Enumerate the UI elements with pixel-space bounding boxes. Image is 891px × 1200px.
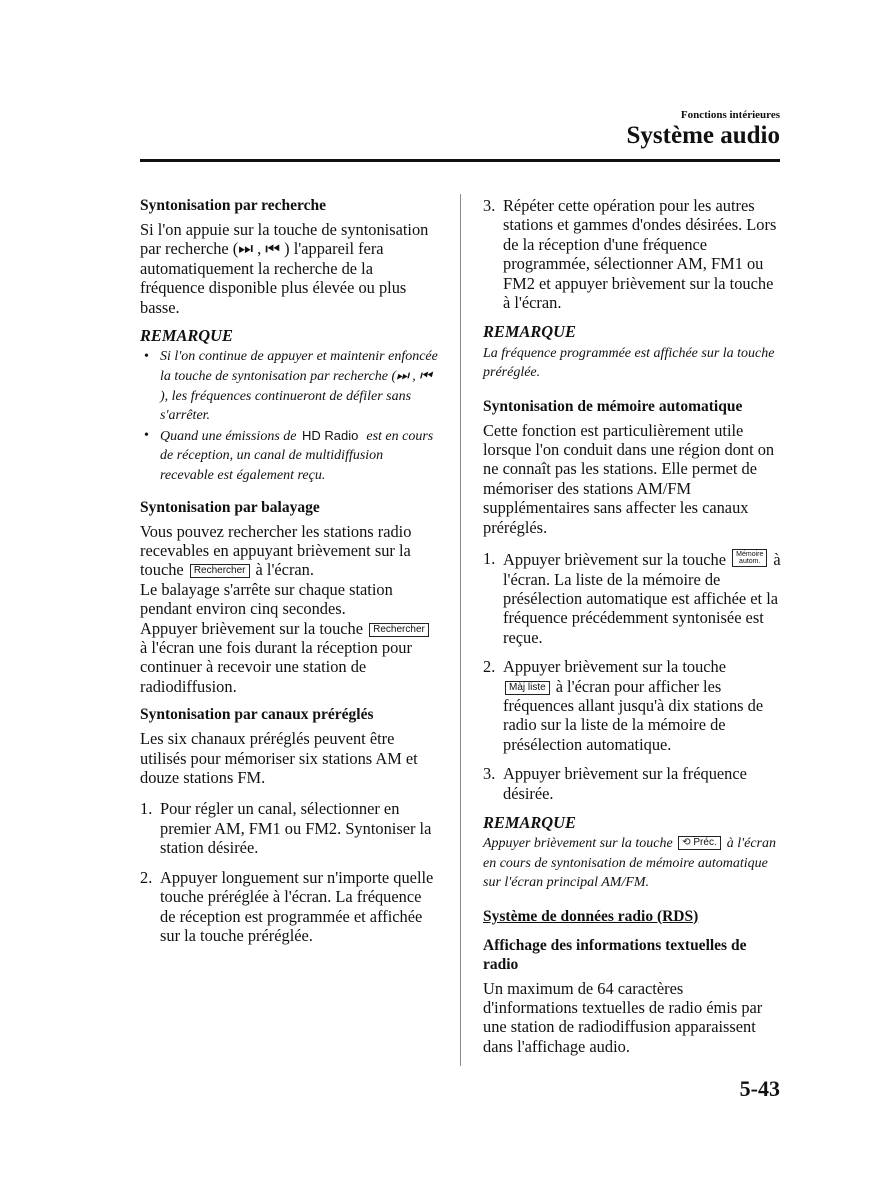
note-text: à l'écran en cours de syntonisation de mémoire automatique sur l'écran principal AM/FM. (483, 836, 776, 891)
auto-memory-button (732, 549, 767, 567)
bullet-text: Quand une émissions de (160, 428, 297, 444)
text-part: Vous pouvez rechercher les stations radio recevables en appuyant brièvement sur la touche (140, 521, 412, 580)
button-line: Mémoire (736, 551, 764, 559)
step-item (140, 868, 440, 946)
seek-tuning-heading: Syntonisation par recherche (140, 197, 327, 214)
remark-bullet (140, 426, 440, 486)
section-label: Fonctions intérieures (680, 109, 780, 121)
rds-heading: Système de données radio (RDS) (483, 907, 699, 925)
page-title: Système audio (626, 122, 780, 149)
left-column (140, 196, 440, 955)
step-number: 1. (483, 549, 496, 569)
auto-memory-heading: Syntonisation de mémoire automatique (483, 397, 743, 415)
step-item (483, 549, 781, 647)
remark-label: REMARQUE (483, 812, 576, 832)
step-text: Appuyer longuement sur n'importe quelle touche préréglée à l'écran. La fréquence de réception est programmée et affichée sur la touche préréglée. (160, 867, 434, 945)
step-text: Appuyer brièvement sur la touche (503, 657, 727, 677)
step-item (483, 196, 781, 312)
auto-memory-steps (483, 549, 781, 803)
header-rule (140, 159, 780, 162)
step-text: Appuyer brièvement sur la fréquence désirée. (503, 764, 747, 803)
note-text: Appuyer brièvement sur la touche (483, 836, 673, 852)
scan-tuning-text-3 (140, 619, 440, 697)
remark-bullet: • Si l'on continue de appuyer et maintenir enfoncée la touche de syntonisation par recherche (⏭ , ⏮ ), les fréquences continueront de défiler sans s'arrêter. (140, 347, 440, 425)
bullet-text: est en cours de réception, un canal de multidiffusion recevable est également reçu. (160, 428, 434, 483)
step-text: Répéter cette opération pour les autres stations et gammes d'ondes désirées. Lors de la réception d'une fréquence programmée, sélectionner AM, FM1 ou FM2 et appuyer brièvement sur la touche à l'écran. (503, 196, 777, 313)
step-text: Pour régler un canal, sélectionner en premier AM, FM1 ou FM2. Syntoniser la station désirée. (160, 799, 432, 858)
step-number: 2. (483, 657, 496, 677)
preset-tuning-text: Les six chanaux préréglés peuvent être utilisés pour mémoriser six stations AM et douze stations FM. (140, 729, 418, 788)
search-button: Rechercher (190, 564, 250, 578)
auto-memory-text: Cette fonction est particulièrement utile lorsque l'on conduit dans une région dont on ne connaît pas les stations. Elle permet de mémoriser des stations AM/FM supplémentaires sans affecter les canaux préréglés. (483, 420, 775, 537)
preset-steps (140, 799, 440, 945)
rds-text: Un maximum de 64 caractères d'informations textuelles de radio émis par une station de radiodiffusion apparaissent dans l'affichage audio. (483, 978, 763, 1056)
step-item (483, 764, 781, 803)
scan-tuning-text-2: Le balayage s'arrête sur chaque station pendant environ cinq secondes. (140, 579, 393, 619)
scan-tuning-text (140, 522, 440, 580)
update-list-button: Màj liste (505, 681, 550, 695)
preset-steps-continued (483, 196, 781, 312)
text-part: Appuyer brièvement sur la touche (140, 618, 364, 638)
step-text: Appuyer brièvement sur la touche (503, 550, 727, 570)
right-column (483, 196, 781, 1065)
step-number: 1. (140, 799, 153, 819)
text-part: à l'écran. (255, 560, 314, 580)
button-line: autom. (739, 558, 761, 566)
search-button: Rechercher (369, 623, 429, 637)
seek-tuning-text: Si l'on appuie sur la touche de syntonisation par recherche (⏭ , ⏮ ) l'appareil fera automatiquement la recherche de la fréquence disponible plus élevée ou plus basse. (140, 220, 429, 317)
column-divider (460, 194, 461, 1066)
step-number: 3. (483, 196, 496, 215)
step-item (140, 799, 440, 857)
scan-tuning-heading: Syntonisation par balayage (140, 498, 320, 516)
page-number: 5-43 (739, 1076, 780, 1101)
step-text: à l'écran. La liste de la mémoire de présélection automatique est affichée et la fréquence précédemment syntonisée est reçue. (503, 550, 781, 647)
remark-label: REMARQUE (483, 322, 576, 342)
remark-note: La fréquence programmée est affichée sur la touche préréglée. (483, 345, 775, 381)
step-number: 2. (140, 867, 153, 887)
preset-tuning-heading: Syntonisation par canaux préréglés (140, 706, 374, 724)
step-item (483, 657, 781, 754)
step-text: à l'écran pour afficher les fréquences allant jusqu'à dix stations de radio sur la liste de la mémoire de présélection automatique. (503, 676, 764, 754)
rds-subheading: Affichage des informations textuelles de radio (483, 936, 747, 973)
hd-radio-logo: HD Radio (302, 427, 359, 443)
step-number: 3. (483, 764, 496, 784)
remark-label: REMARQUE (140, 326, 233, 346)
remark-note (483, 834, 781, 892)
previous-button: ⟲ Préc. (678, 836, 721, 850)
text-part: à l'écran une fois durant la réception pour continuer à recevoir une station de radiodiffusion. (140, 638, 412, 696)
seek-remark-list (140, 347, 440, 485)
